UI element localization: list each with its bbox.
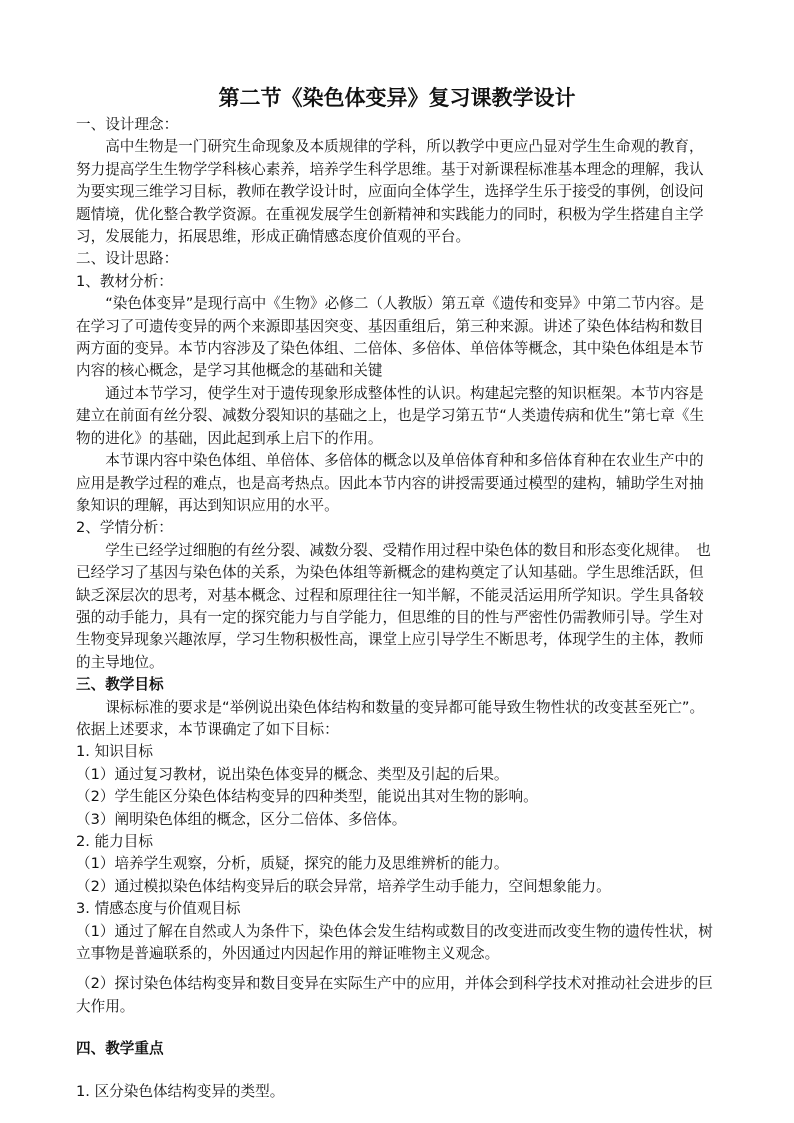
- section-3-paragraph: 课标标准的要求是“举例说出染色体结构和数量的变异都可能导致生物性状的改变甚至死亡”。依据上述要求，本节课确定了如下目标：: [76, 698, 705, 738]
- ability-goal-1: （1）培养学生观察，分析，质疑，探究的能力及思维辨析的能力。: [76, 855, 509, 873]
- ability-goals-heading: 2. 能力目标: [76, 833, 153, 850]
- emotion-goal-1: （1）通过了解在自然或人为条件下，染色体会发生结构或数目的改变进而改变生物的遗传性状，树立事物是普遍联系的，外因通过内因起作用的辩证唯物主义观念。: [76, 922, 713, 963]
- emotion-goals-heading: 3. 情感态度与价值观目标: [76, 900, 241, 918]
- document-page: [76, 84, 718, 1103]
- key-point-1: 1. 区分染色体结构变异的类型。: [76, 1082, 285, 1100]
- section-2-sub-2-heading: 2、学情分析：: [76, 519, 173, 537]
- section-1-paragraph: 高中生物是一门研究生命现象及本质规律的学科，所以教学中更应凸显对学生生命观的教育，努力提高学生生物学学科核心素养，培养学生科学思维。基于对新课程标准基本理念的理解，我认为要实现三维学习目标，教师在教学设计时，应面向全体学生，选择学生乐于接受的事例，创设问题情境，优化整合教学资源。在重视发展学生创新精神和实践能力的同时，积极为学生搭建自主学习，发展能力，拓展思维，形成正确情感态度价值观的平台。: [76, 138, 704, 246]
- section-1-heading: 一、设计理念：: [76, 116, 179, 133]
- knowledge-goal-2: （2）学生能区分染色体结构变异的四种类型，能说出其对生物的影响。: [76, 788, 538, 806]
- section-2-paragraph-3: 本节课内容中染色体组、单倍体、多倍体的概念以及单倍体育种和多倍体育种在农业生产中的应用是教学过程的难点，也是高考热点。因此本节内容的讲授需要通过模型的建构，辅助学生对抽象知识的理解，再达到知识应用的水平。: [76, 452, 704, 514]
- section-2-heading: 二、设计思路：: [76, 250, 179, 268]
- knowledge-goal-1: （1）通过复习教材，说出染色体变异的概念、类型及引起的后果。: [76, 765, 509, 783]
- section-2-paragraph-2: 通过本节学习，使学生对于遗传现象形成整体性的认识。构建起完整的知识框架。本节内容是建立在前面有丝分裂、减数分裂知识的基础之上，也是学习第五节“人类遗传病和优生”第七章《生物的进化》的基础，因此起到承上启下的作用。: [76, 384, 705, 447]
- section-3-heading: 三、教学目标: [76, 676, 164, 694]
- ability-goal-2: （2）通过模拟染色体结构变异后的联会异常，培养学生动手能力，空间想象能力。: [76, 877, 611, 895]
- section-2-sub-1-heading: 1、教材分析：: [76, 272, 173, 290]
- section-2-paragraph-4: 学生已经学过细胞的有丝分裂、减数分裂、受精作用过程中染色体的数目和形态变化规律。 也已经学习了基因与染色体的关系，为染色体组等新概念的建构奠定了认知基础。学生思维活跃，但缺乏深层次的思考，对基本概念、过程和原理往往一知半解，不能灵活运用所学知识。学生具备较强的动手能力，具有一定的探究能力与自学能力，但思维的目的性与严密性仍需教师引导。学生对生物变异现象兴趣浓厚，学习生物积极性高，课堂上应引导学生不断思考，体现学生的主体，教师的主导地位。: [76, 541, 711, 671]
- knowledge-goal-3: （3）阐明染色体组的概念，区分二倍体、多倍体。: [76, 810, 407, 828]
- document-title: 第二节《染色体变异》复习课教学设计: [218, 85, 576, 110]
- knowledge-goals-heading: 1. 知识目标: [76, 743, 153, 761]
- section-2-paragraph-1: “染色体变异”是现行高中《生物》必修二（人教版）第五章《遗传和变异》中第二节内容。是在学习了可遗传变异的两个来源即基因突变、基因重组后，第三种来源。讲述了染色体结构和数目两方面的变异。本节内容涉及了染色体组、二倍体、多倍体、单倍体等概念，其中染色体组是本节内容的核心概念，是学习其他概念的基础和关键: [76, 295, 705, 380]
- section-4-heading: 四、教学重点: [76, 1040, 164, 1058]
- emotion-goal-2: （2）探讨染色体结构变异和数目变异在实际生产中的应用，并体会到科学技术对推动社会进步的巨大作用。: [76, 975, 713, 1015]
